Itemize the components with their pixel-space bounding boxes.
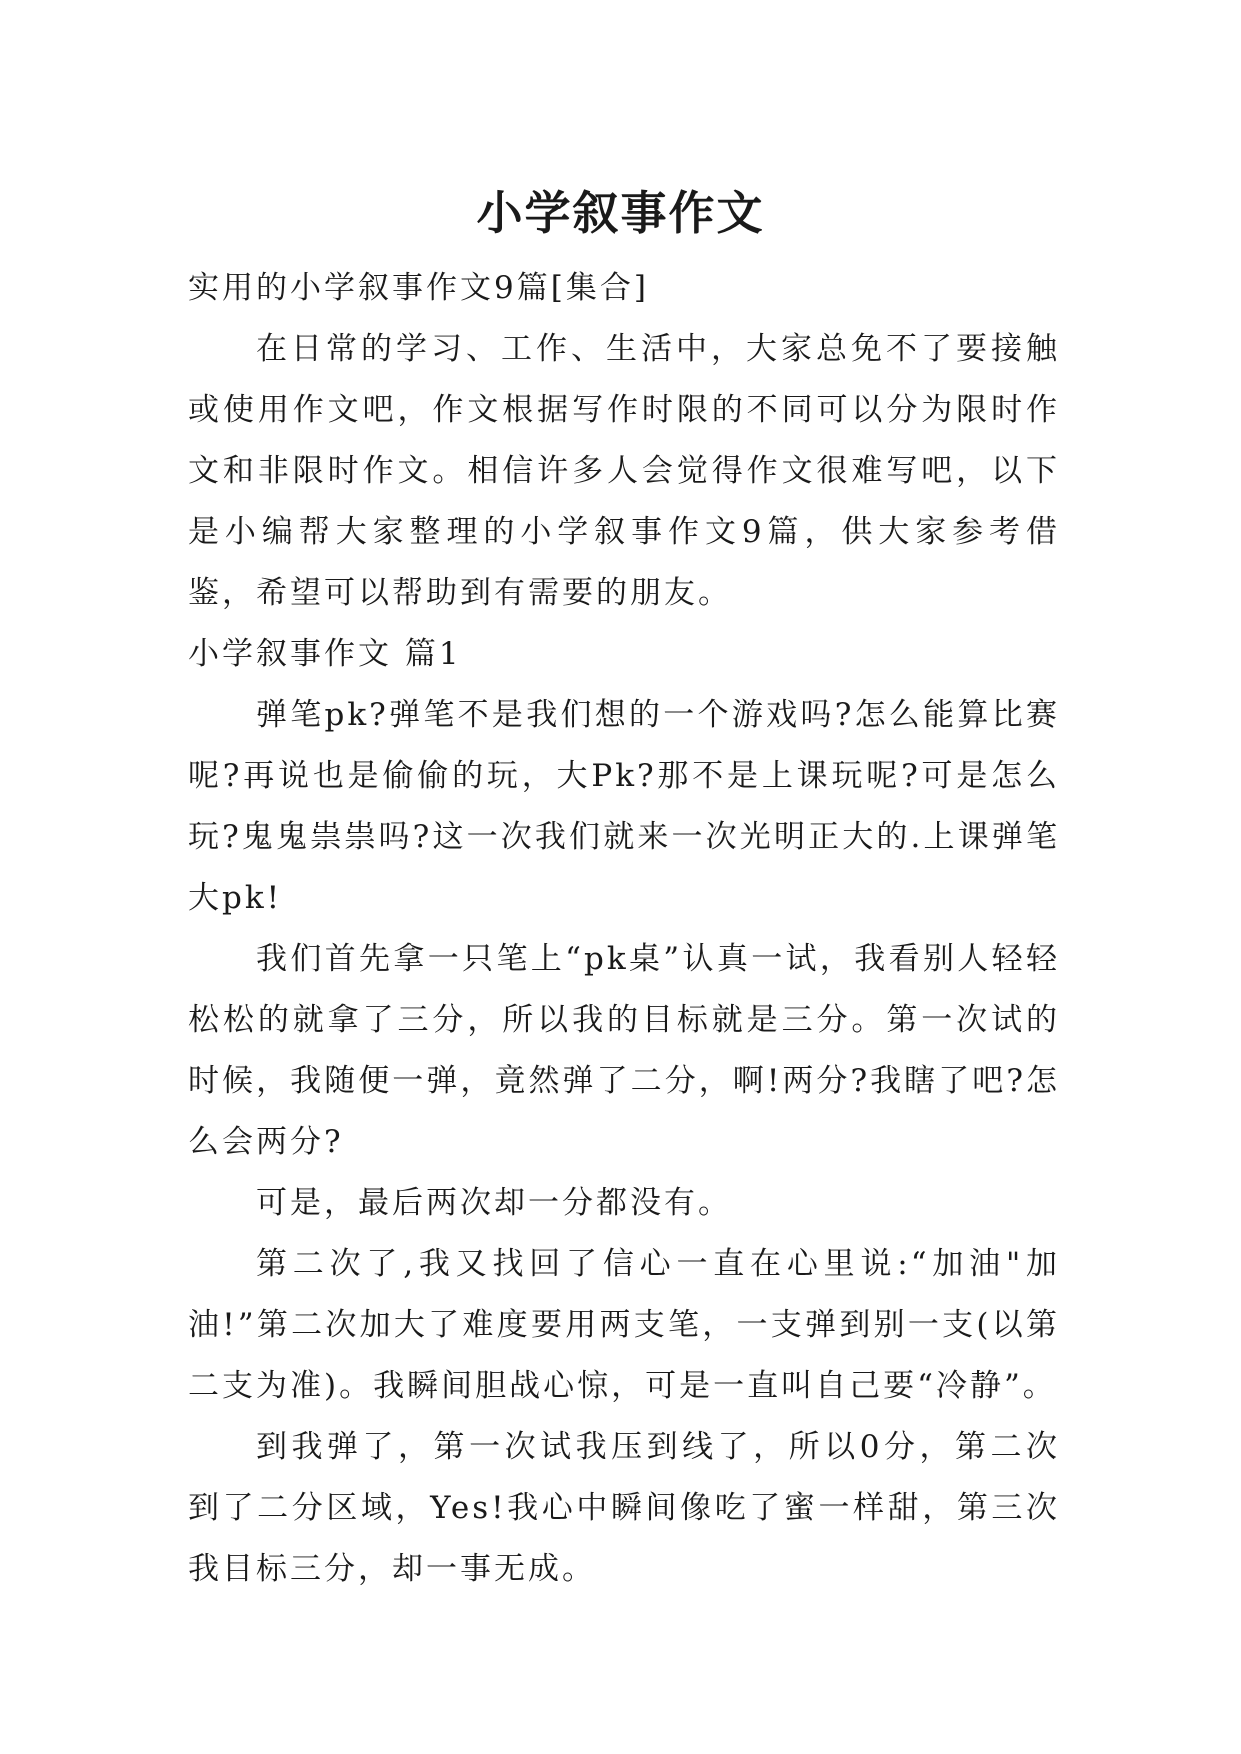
body-paragraph: 弹笔pk?弹笔不是我们想的一个游戏吗?怎么能算比赛呢?再说也是偷偷的玩，大Pk?那不是上课玩呢?可是怎么玩?鬼鬼祟祟吗?这一次我们就来一次光明正大的.上课弹笔大pk! [188,697,1060,916]
body-paragraph: 到我弹了，第一次试我压到线了，所以0分，第二次到了二分区域，Yes!我心中瞬间像吃了蜜一样甜，第三次我目标三分，却一事无成。 [188,1429,1060,1587]
section-heading: 小学叙事作文 篇1 [188,636,462,672]
intro-paragraph: 在日常的学习、工作、生活中，大家总免不了要接触或使用作文吧，作文根据写作时限的不同可以分为限时作文和非限时作文。相信许多人会觉得作文很难写吧，以下是小编帮大家整理的小学叙事作文9篇，供大家参考借鉴，希望可以帮助到有需要的朋友。 [188,331,1060,611]
body-paragraph: 我们首先拿一只笔上“pk桌”认真一试，我看别人轻轻松松的就拿了三分，所以我的目标就是三分。第一次试的时候，我随便一弹，竟然弹了二分，啊!两分?我瞎了吧?怎么会两分? [188,941,1060,1160]
document-body [188,258,1060,1600]
body-paragraph: 第二次了,我又找回了信心一直在心里说:“加油"加油!”第二次加大了难度要用两支笔，一支弹到别一支(以第二支为准)。我瞬间胆战心惊，可是一直叫自己要“冷静”。 [188,1246,1060,1404]
body-paragraph: 可是，最后两次却一分都没有。 [256,1185,732,1221]
document-subtitle: 实用的小学叙事作文9篇[集合] [188,270,649,306]
document-title: 小学叙事作文 [476,185,765,240]
